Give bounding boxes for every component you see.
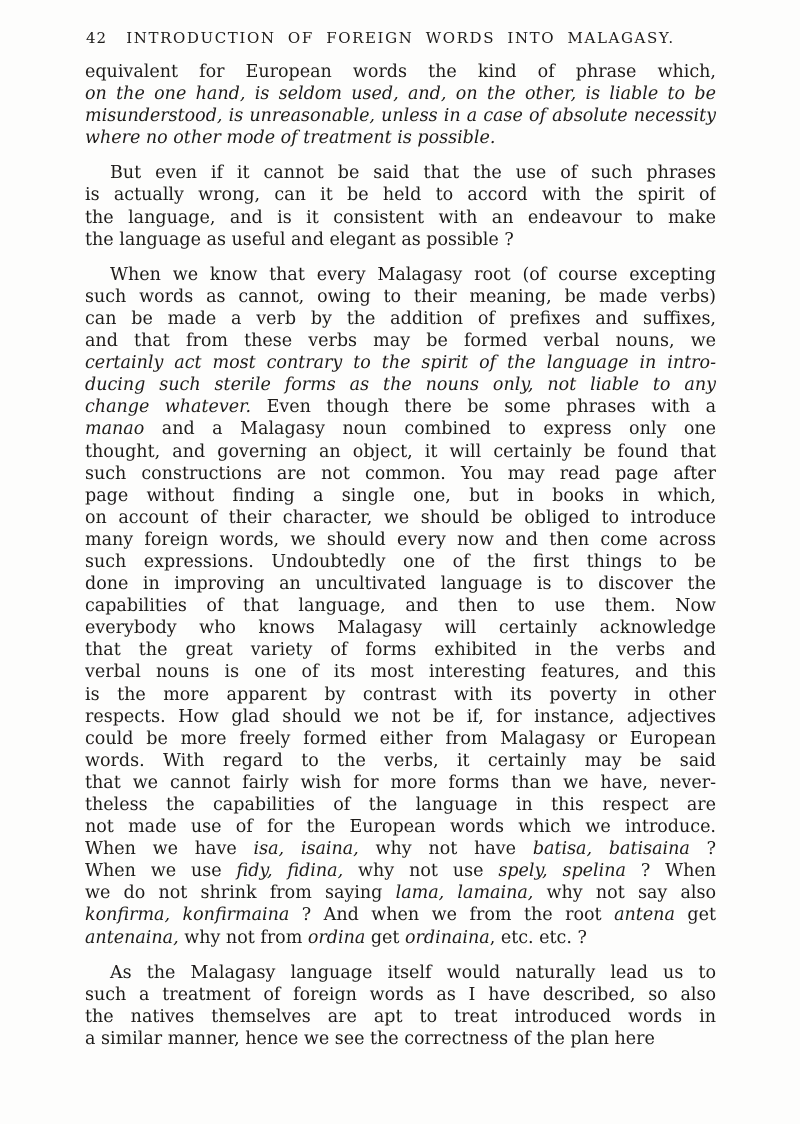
body-text: When we have	[85, 839, 254, 860]
italic-text: ducing such sterile forms as the nouns only, not liable to any	[85, 375, 716, 396]
body-text: why not say also	[533, 883, 716, 904]
text-line	[85, 485, 716, 507]
body-text: theless the capabilities of the language in this respect are	[85, 795, 716, 815]
italic-text: konfirma, konfirmaina	[85, 905, 290, 926]
body-text: a similar manner, hence we see the correctness of the plan here	[85, 1028, 655, 1049]
text-line	[85, 308, 716, 330]
italic-text: batisa, batisaina	[532, 839, 690, 860]
body-text: ? When	[625, 861, 716, 882]
body-text: respects. How glad should we not be if, for instance, adjectives	[85, 706, 716, 727]
body-text: why not use	[343, 861, 499, 882]
italic-text: on the one hand, is seldom used, and, on the other, is liable to be	[85, 84, 716, 105]
text-line	[85, 661, 716, 683]
body-text: page without finding a single one, but in books in which,	[85, 485, 716, 506]
text-line	[85, 83, 716, 105]
text-line	[85, 330, 716, 352]
text-line	[85, 706, 716, 728]
text-line	[85, 838, 716, 860]
text-line	[85, 1028, 716, 1050]
italic-text: antena	[614, 905, 675, 926]
italic-text: isa, isaina,	[253, 839, 359, 860]
italic-text: change whatever.	[85, 397, 252, 418]
body-text: many foreign words, we should every now and then come across	[85, 529, 716, 550]
text-line	[85, 162, 716, 184]
body-text: not made use of for the European words which we introduce.	[85, 817, 716, 838]
text-line	[85, 441, 716, 463]
text-line	[85, 61, 716, 83]
body-text: could be more freely formed either from Malagasy or European	[85, 728, 716, 749]
body-text: verbal nouns is one of its most interesting features, and this	[85, 662, 716, 683]
body-text: that the great variety of forms exhibited in the verbs and	[85, 640, 716, 661]
body-text: words. With regard to the verbs, it certainly may be said	[85, 750, 716, 771]
body-text: why not from	[178, 927, 308, 948]
text-line	[85, 1006, 716, 1028]
text-line	[85, 617, 716, 639]
body-text: get	[365, 927, 405, 948]
body-text: When we know that every Malagasy root (of course excepting	[110, 264, 716, 285]
body-text: such a treatment of foreign words as I have described, so also	[85, 984, 716, 1005]
body-text: and a Malagasy noun combined to express only one	[144, 419, 716, 440]
page-number: 42	[86, 29, 108, 47]
text-line	[85, 904, 716, 926]
paragraph	[85, 264, 716, 949]
italic-text: misunderstood, is unreasonable, unless in a case of absolute necessity	[85, 106, 716, 127]
text-line	[85, 962, 716, 984]
body-text: But even if it cannot be said that the use of such phrases	[110, 163, 716, 184]
text-line	[85, 882, 716, 904]
body-text: is actually wrong, can it be held to accord with the spirit of	[85, 185, 716, 206]
body-text: such expressions. Undoubtedly one of the first things to be	[85, 551, 716, 572]
body-text: why not have	[358, 839, 533, 860]
running-title: INTRODUCTION OF FOREIGN WORDS INTO MALAGASY.	[126, 29, 675, 47]
italic-text: ordinaina	[405, 927, 490, 948]
text-line	[85, 551, 716, 573]
text-line	[85, 750, 716, 772]
text-line	[85, 984, 716, 1006]
body-text: can be made a verb by the addition of prefixes and suffixes,	[85, 308, 716, 329]
body-text: get	[674, 905, 716, 926]
text-line	[85, 352, 716, 374]
paragraph	[85, 61, 716, 149]
text-line	[85, 595, 716, 617]
italic-text: manao	[85, 419, 145, 440]
paragraph	[85, 962, 716, 1050]
text-line	[85, 684, 716, 706]
italic-text: fidy, fidina,	[236, 861, 344, 882]
text-line	[85, 927, 716, 949]
body-text: we do not shrink from saying	[85, 883, 396, 904]
text-line	[85, 264, 716, 286]
text-line	[85, 794, 716, 816]
text-line	[85, 772, 716, 794]
text-line	[85, 374, 716, 396]
body-text: the natives themselves are apt to treat introduced words in	[85, 1006, 716, 1027]
running-head	[85, 29, 716, 51]
body-text: , etc. etc. ?	[489, 927, 587, 948]
paragraph	[85, 162, 716, 250]
text-line	[85, 507, 716, 529]
body-text: that we cannot fairly wish for more forms than we have, never-	[85, 772, 716, 793]
text-line	[85, 127, 716, 149]
text-line	[85, 418, 716, 440]
text-line	[85, 728, 716, 750]
body-text: such words as cannot, owing to their meaning, be made verbs)	[85, 286, 716, 307]
body-text: such constructions are not common. You may read page after	[85, 463, 716, 484]
body-text: on account of their character, we should be obliged to introduce	[85, 507, 716, 528]
body-text: the language as useful and elegant as possible ?	[85, 229, 514, 250]
body-text: the language, and is it consistent with an endeavour to make	[85, 207, 716, 228]
text-line	[85, 529, 716, 551]
body-text: thought, and governing an object, it will certainly be found that	[85, 441, 716, 462]
italic-text: where no other mode of treatment is possible.	[85, 128, 496, 149]
body-text: ? And when we from the root	[289, 905, 615, 926]
body-text: ?	[689, 839, 716, 860]
body-text: is the more apparent by contrast with its poverty in other	[85, 684, 716, 705]
body-text: and that from these verbs may be formed verbal nouns, we	[85, 331, 716, 352]
text-line	[85, 860, 716, 882]
text-line	[85, 207, 716, 229]
italic-text: ordina	[307, 927, 366, 948]
italic-text: lama, lamaina,	[395, 883, 534, 904]
body-text: done in improving an uncultivated language is to discover the	[85, 574, 716, 595]
body-text: equivalent for European words the kind of phrase which,	[85, 62, 716, 82]
page-text	[85, 61, 716, 1063]
body-text: As the Malagasy language itself would naturally lead us to	[110, 962, 716, 983]
body-text: everybody who knows Malagasy will certainly acknowledge	[85, 618, 716, 639]
text-line	[85, 229, 716, 251]
italic-text: certainly act most contrary to the spirit of the language in intro-	[85, 353, 716, 374]
text-line	[85, 463, 716, 485]
text-line	[85, 286, 716, 308]
text-line	[85, 105, 716, 127]
body-text: capabilities of that language, and then to use them. Now	[85, 596, 716, 617]
text-line	[85, 816, 716, 838]
text-line	[85, 184, 716, 206]
text-line	[85, 639, 716, 661]
italic-text: antenaina,	[85, 927, 179, 948]
italic-text: spely, spelina	[498, 861, 626, 882]
body-text: Even though there be some phrases with a	[251, 397, 716, 418]
text-line	[85, 396, 716, 418]
body-text: When we use	[85, 861, 237, 882]
text-line	[85, 573, 716, 595]
